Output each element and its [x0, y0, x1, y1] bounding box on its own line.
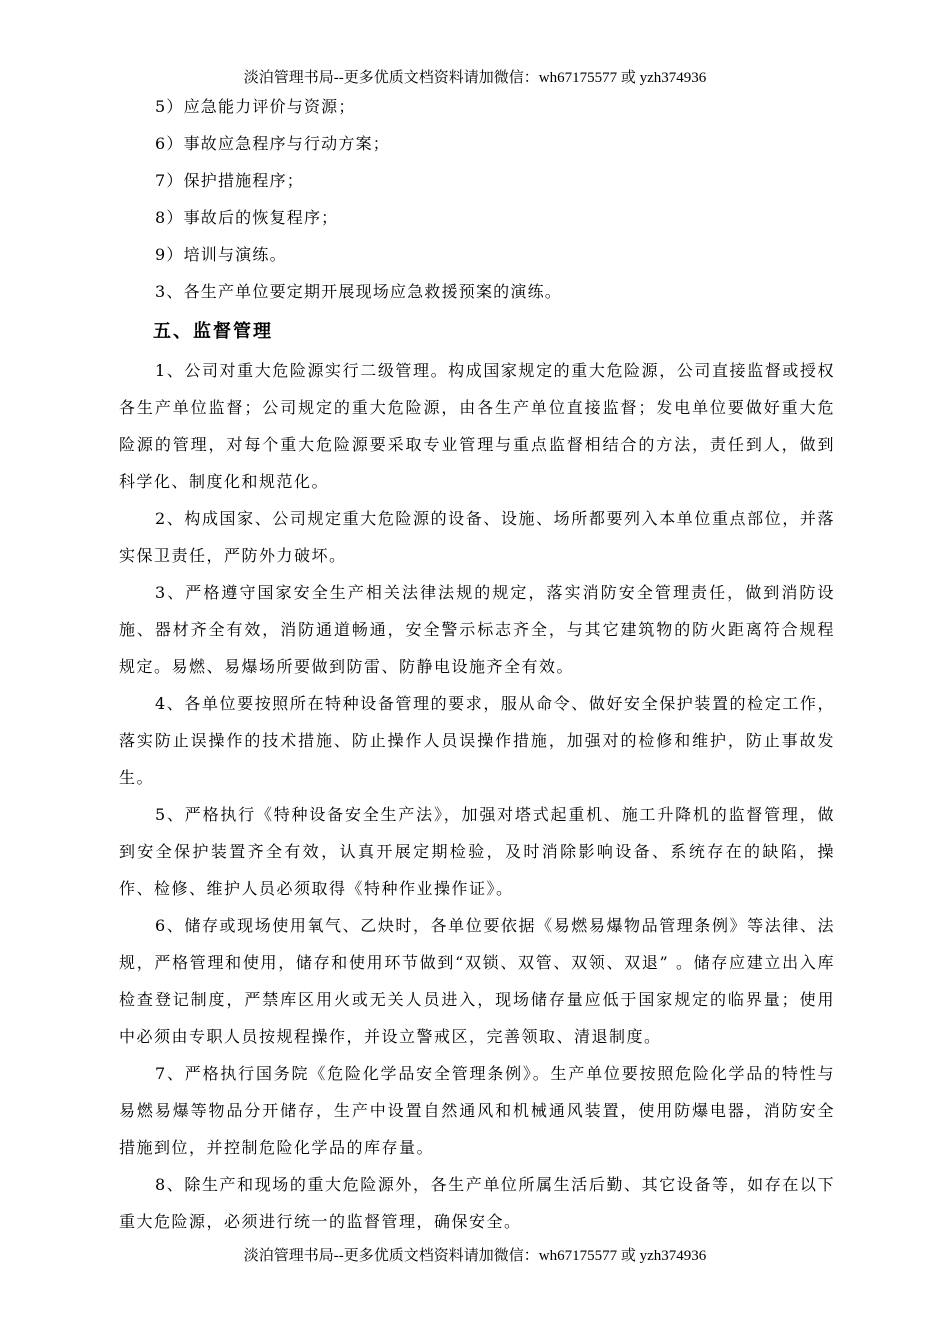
- list-item: 7）保护措施程序；: [155, 171, 304, 190]
- paragraph: 3、严格遵守国家安全生产相关法律法规的规定，落实消防安全管理责任，做到消防设施、器材齐全有效，消防通道畅通，安全警示标志齐全，与其它建筑物的防火距离符合规程规定。易燃、易爆场所要做到防雷、防静电设施齐全有效。: [119, 583, 835, 676]
- list-item: 6）事故应急程序与行动方案；: [155, 134, 390, 153]
- page-footer: 淡泊管理书局--更多优质文档资料请加微信：wh67175577 或 yzh374936: [243, 1248, 707, 1264]
- paragraph: 8、除生产和现场的重大危险源外，各生产单位所属生活后勤、其它设备等，如存在以下重大危险源，必须进行统一的监督管理，确保安全。: [119, 1175, 835, 1231]
- paragraph: 7、严格执行国务院《危险化学品安全管理条例》。生产单位要按照危险化学品的特性与易燃易爆等物品分开储存，生产中设置自然通风和机械通风装置，使用防爆电器，消防安全措施到位，并控制危险化学品的库存量。: [119, 1064, 835, 1157]
- paragraph: 6、储存或现场使用氧气、乙炔时，各单位要依据《易燃易爆物品管理条例》等法律、法规，严格管理和使用，储存和使用环节做到“双锁、双管、双领、双退” 。储存应建立出入库检查登记制度，严禁库区用火或无关人员进入，现场储存量应低于国家规定的临界量；使用中必须由专职人员按规程操作，并设立警戒区，完善领取、清退制度。: [119, 916, 835, 1046]
- document-body: [119, 88, 835, 1240]
- page-header: 淡泊管理书局--更多优质文档资料请加微信：wh67175577 或 yzh374936: [243, 70, 707, 86]
- paragraph: 2、构成国家、公司规定重大危险源的设备、设施、场所都要列入本单位重点部位，并落实保卫责任，严防外力破坏。: [119, 509, 835, 565]
- list-item: 9）培训与演练。: [155, 245, 287, 264]
- paragraph: 5、严格执行《特种设备安全生产法》，加强对塔式起重机、施工升降机的监督管理，做到安全保护装置齐全有效，认真开展定期检验，及时消除影响设备、系统存在的缺陷，操作、检修、维护人员必须取得《特种作业操作证》。: [119, 805, 835, 898]
- section-title: 五、监督管理: [153, 321, 273, 342]
- list-item: 5）应急能力评价与资源；: [155, 97, 356, 116]
- paragraph: 4、各单位要按照所在特种设备管理的要求，服从命令、做好安全保护装置的检定工作，落实防止误操作的技术措施、防止操作人员误操作措施，加强对的检修和维护，防止事故发生。: [119, 694, 835, 787]
- list-item: 8）事故后的恢复程序；: [155, 208, 339, 227]
- paragraph-item-3: 3、各生产单位要定期开展现场应急救援预案的演练。: [155, 282, 562, 301]
- paragraph: 1、公司对重大危险源实行二级管理。构成国家规定的重大危险源，公司直接监督或授权各生产单位监督；公司规定的重大危险源，由各生产单位直接监督；发电单位要做好重大危险源的管理，对每个重大危险源要采取专业管理与重点监督相结合的方法，责任到人，做到科学化、制度化和规范化。: [119, 361, 835, 491]
